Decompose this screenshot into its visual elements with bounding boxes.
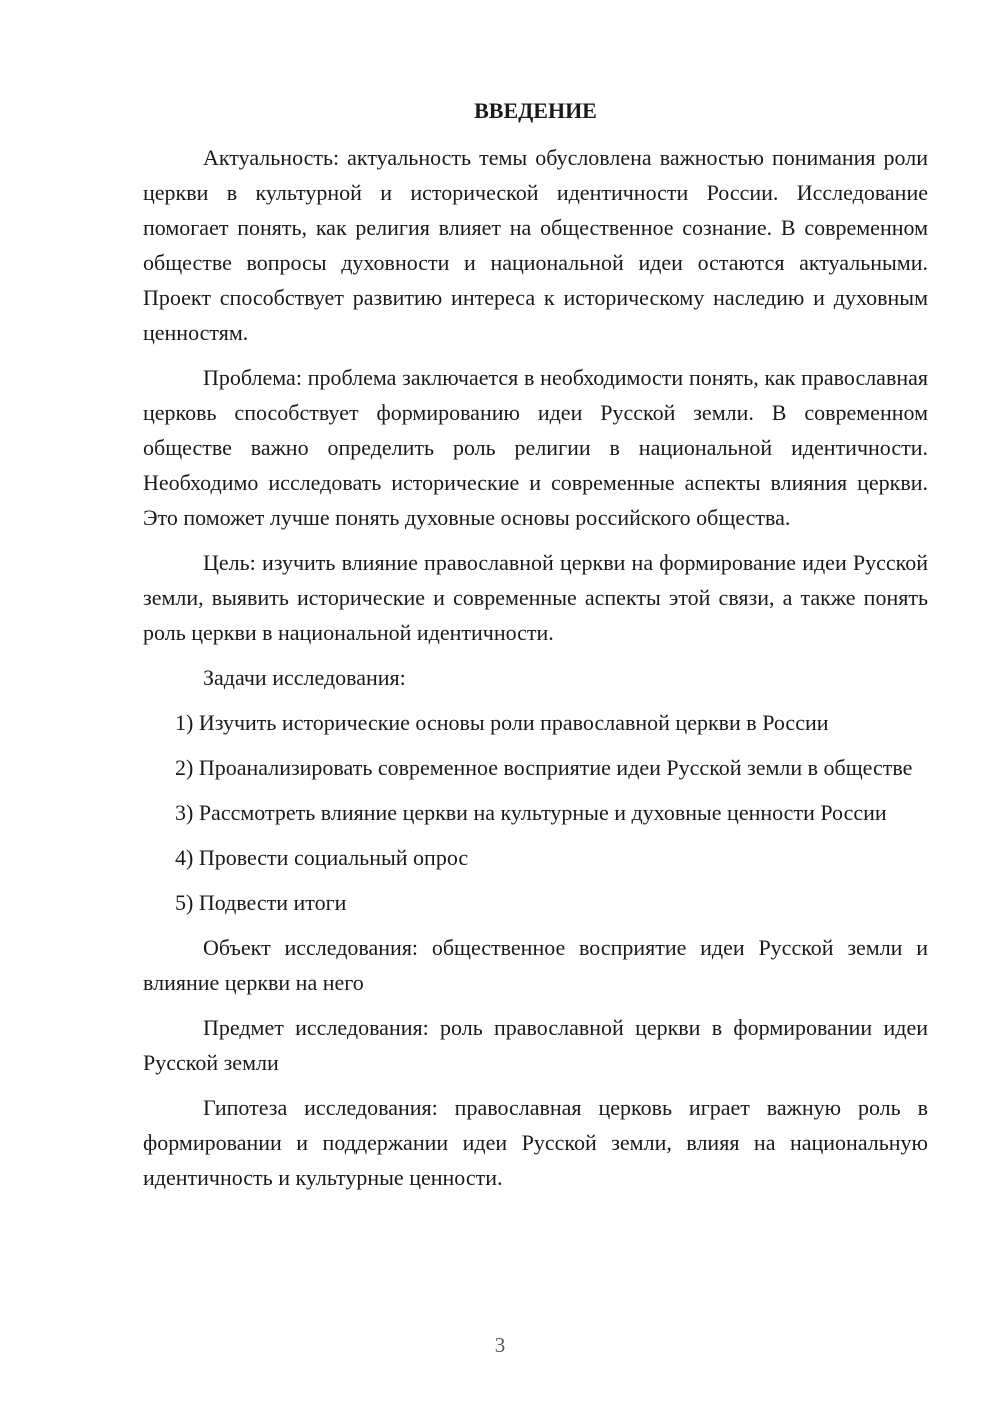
document-page [143, 96, 928, 1205]
object-paragraph: Объект исследования: общественное восприятие идеи Русской земли и влияние церкви на него [143, 935, 928, 995]
problem-paragraph: Проблема: проблема заключается в необходимости понять, как православная церковь способствует формированию идеи Русской земли. В современном обществе важно определить роль религии в национальной идентичности. Необходимо исследовать исторические и современные аспекты влияния церкви. Это поможет лучше понять духовные основы российского общества. [143, 365, 928, 530]
relevance-paragraph: Актуальность: актуальность темы обусловлена важностью понимания роли церкви в культурной и исторической идентичности России. Исследование помогает понять, как религия влияет на общественное сознание. В современном обществе вопросы духовности и национальной идеи остаются актуальными. Проект способствует развитию интереса к историческому наследию и духовным ценностям. [143, 145, 928, 345]
task-item: 4) Провести социальный опрос [175, 845, 469, 870]
task-item: 2) Проанализировать современное восприятие идеи Русской земли в обществе [175, 755, 913, 780]
tasks-heading: Задачи исследования: [203, 665, 406, 690]
subject-paragraph: Предмет исследования: роль православной церкви в формировании идеи Русской земли [143, 1015, 928, 1075]
task-item: 3) Рассмотреть влияние церкви на культурные и духовные ценности России [175, 800, 887, 825]
task-item: 5) Подвести итоги [175, 890, 347, 915]
task-item: 1) Изучить исторические основы роли православной церкви в России [175, 710, 829, 735]
document-title: ВВЕДЕНИЕ [474, 98, 597, 123]
hypothesis-paragraph: Гипотеза исследования: православная церковь играет важную роль в формировании и поддержании идеи Русской земли, влияя на национальную идентичность и культурные ценности. [143, 1095, 928, 1190]
page-number: 3 [494, 1333, 506, 1357]
goal-paragraph: Цель: изучить влияние православной церкви на формирование идеи Русской земли, выявить исторические и современные аспекты этой связи, а также понять роль церкви в национальной идентичности. [143, 550, 928, 645]
